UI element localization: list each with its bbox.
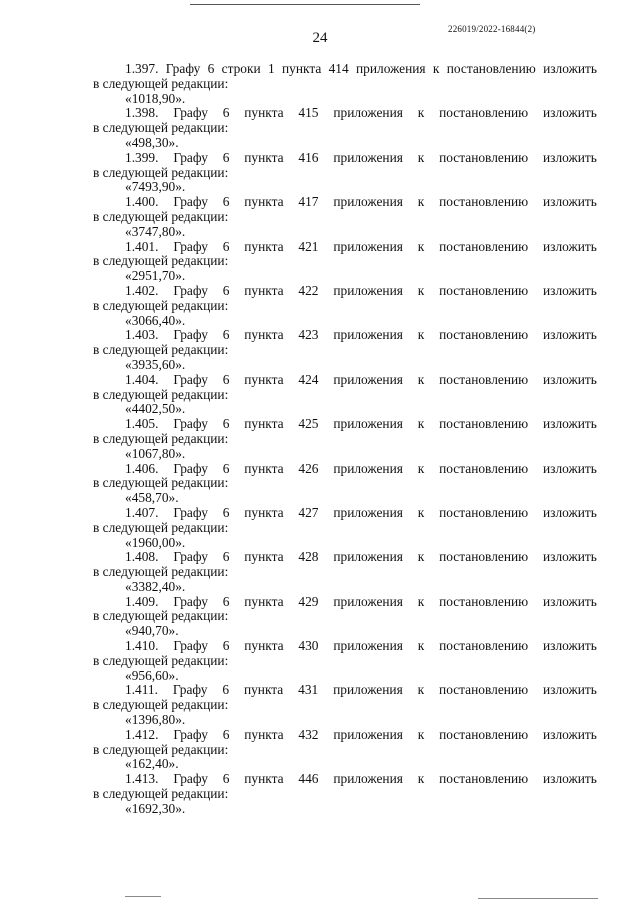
item-word-izlozhit: изложить (543, 149, 597, 165)
item-word-grafu: Графу (173, 327, 208, 343)
first-line-word: постановлению (446, 61, 536, 76)
first-line-word: пункта (281, 61, 322, 76)
item-first-line (93, 595, 597, 610)
item-number: 1.409. (125, 593, 159, 609)
item-value: «458,70». (125, 490, 179, 506)
item-number: 1.408. (125, 549, 159, 565)
item-word-k: к (417, 726, 425, 742)
item-word-punkta: пункта (244, 771, 284, 787)
item-second-line: в следующей редакции: (93, 342, 229, 358)
item-column-number: 6 (222, 105, 230, 121)
list-item (93, 373, 597, 417)
item-column-number: 6 (222, 327, 230, 343)
item-word-izlozhit: изложить (543, 593, 597, 609)
first-line-word: к (432, 61, 440, 76)
item-second-line: в следующей редакции: (93, 564, 229, 580)
item-second-line: в следующей редакции: (93, 519, 229, 535)
item-word-izlozhit: изложить (543, 327, 597, 343)
item-first-line (93, 240, 597, 255)
item-word-prilozheniya: приложения (333, 371, 403, 387)
item-word-punkta: пункта (244, 549, 284, 565)
item-column-number: 6 (222, 194, 230, 210)
item-value: «162,40». (125, 756, 179, 772)
item-word-prilozheniya: приложения (333, 460, 403, 476)
list-item (93, 328, 597, 372)
list-item (93, 62, 597, 106)
item-value: «2951,70». (125, 268, 186, 284)
item-word-postanovleniyu: постановлению (439, 327, 529, 343)
item-column-number: 6 (222, 593, 230, 609)
item-word-izlozhit: изложить (543, 726, 597, 742)
item-word-punkta: пункта (244, 327, 284, 343)
item-value: «940,70». (125, 623, 179, 639)
item-number: 1.401. (125, 238, 159, 254)
item-word-punkta: пункта (244, 638, 284, 654)
item-second-line: в следующей редакции: (93, 75, 229, 91)
list-item (93, 550, 597, 594)
first-line-word: приложения (356, 61, 426, 76)
top-rule (190, 4, 420, 5)
item-word-postanovleniyu: постановлению (439, 371, 529, 387)
item-point-number: 415 (298, 105, 319, 121)
item-column-number: 6 (222, 149, 230, 165)
item-second-line: в следующей редакции: (93, 120, 229, 136)
item-column-number: 6 (222, 682, 230, 698)
item-second-line: в следующей редакции: (93, 652, 229, 668)
item-word-k: к (417, 282, 425, 298)
item-number: 1.404. (125, 371, 159, 387)
item-word-izlozhit: изложить (543, 771, 597, 787)
item-first-line (93, 772, 597, 787)
item-second-line: в следующей редакции: (93, 608, 229, 624)
item-word-grafu: Графу (173, 105, 208, 121)
first-line-word: 6 (207, 61, 215, 76)
item-point-number: 417 (298, 194, 319, 210)
document-body (93, 62, 597, 817)
item-word-izlozhit: изложить (543, 460, 597, 476)
item-number: 1.413. (125, 771, 159, 787)
item-number: 1.403. (125, 327, 159, 343)
item-word-postanovleniyu: постановлению (439, 460, 529, 476)
item-column-number: 6 (222, 371, 230, 387)
item-word-izlozhit: изложить (543, 105, 597, 121)
item-word-izlozhit: изложить (543, 282, 597, 298)
item-word-k: к (417, 149, 425, 165)
item-word-punkta: пункта (244, 593, 284, 609)
item-word-izlozhit: изложить (543, 371, 597, 387)
item-word-izlozhit: изложить (543, 638, 597, 654)
first-line-word: изложить (543, 61, 597, 76)
list-item (93, 595, 597, 639)
item-value: «1067,80». (125, 445, 186, 461)
item-word-punkta: пункта (244, 282, 284, 298)
item-word-k: к (417, 549, 425, 565)
item-word-prilozheniya: приложения (333, 194, 403, 210)
item-word-postanovleniyu: постановлению (439, 549, 529, 565)
item-word-postanovleniyu: постановлению (439, 416, 529, 432)
item-value: «7493,90». (125, 179, 186, 195)
item-column-number: 6 (222, 549, 230, 565)
item-second-line: в следующей редакции: (93, 253, 229, 269)
item-first-line (93, 62, 597, 77)
item-point-number: 427 (298, 504, 319, 520)
list-item (93, 284, 597, 328)
item-word-punkta: пункта (244, 149, 284, 165)
item-word-postanovleniyu: постановлению (439, 105, 529, 121)
item-word-prilozheniya: приложения (333, 549, 403, 565)
item-value: «3382,40». (125, 578, 186, 594)
item-word-grafu: Графу (173, 371, 208, 387)
item-word-prilozheniya: приложения (333, 593, 403, 609)
item-second-line: в следующей редакции: (93, 475, 229, 491)
item-column-number: 6 (222, 460, 230, 476)
item-word-izlozhit: изложить (543, 682, 597, 698)
list-item (93, 728, 597, 772)
item-word-prilozheniya: приложения (333, 638, 403, 654)
item-number: 1.400. (125, 194, 159, 210)
item-second-line: в следующей редакции: (93, 208, 229, 224)
item-word-punkta: пункта (244, 105, 284, 121)
item-word-izlozhit: изложить (543, 549, 597, 565)
item-word-grafu: Графу (173, 282, 208, 298)
item-column-number: 6 (222, 638, 230, 654)
item-value: «498,30». (125, 134, 179, 150)
item-point-number: 426 (298, 460, 319, 476)
item-word-punkta: пункта (244, 460, 284, 476)
item-word-grafu: Графу (173, 238, 208, 254)
item-point-number: 446 (298, 771, 319, 787)
item-point-number: 425 (298, 416, 319, 432)
item-point-number: 431 (298, 682, 319, 698)
item-word-prilozheniya: приложения (333, 327, 403, 343)
item-word-k: к (417, 327, 425, 343)
item-number: 1.410. (125, 638, 159, 654)
item-value: «1018,90». (125, 90, 186, 106)
item-word-postanovleniyu: постановлению (439, 194, 529, 210)
item-word-grafu: Графу (173, 416, 208, 432)
item-word-izlozhit: изложить (543, 416, 597, 432)
item-word-grafu: Графу (173, 593, 208, 609)
item-word-prilozheniya: приложения (333, 282, 403, 298)
list-item (93, 462, 597, 506)
item-word-postanovleniyu: постановлению (439, 282, 529, 298)
item-word-grafu: Графу (173, 549, 208, 565)
item-column-number: 6 (222, 416, 230, 432)
item-word-postanovleniyu: постановлению (439, 149, 529, 165)
list-item (93, 683, 597, 727)
item-second-line: в следующей редакции: (93, 297, 229, 313)
item-number: 1.405. (125, 416, 159, 432)
item-first-line (93, 284, 597, 299)
item-word-k: к (417, 504, 425, 520)
item-word-punkta: пункта (244, 416, 284, 432)
item-second-line: в следующей редакции: (93, 164, 229, 180)
item-point-number: 430 (298, 638, 319, 654)
item-value: «3066,40». (125, 312, 186, 328)
list-item (93, 151, 597, 195)
item-value: «3747,80». (125, 223, 186, 239)
item-word-izlozhit: изложить (543, 194, 597, 210)
item-word-postanovleniyu: постановлению (439, 682, 529, 698)
item-word-prilozheniya: приложения (333, 416, 403, 432)
item-second-line: в следующей редакции: (93, 741, 229, 757)
item-word-grafu: Графу (173, 149, 208, 165)
item-word-postanovleniyu: постановлению (439, 638, 529, 654)
item-word-k: к (417, 416, 425, 432)
item-number: 1.406. (125, 460, 159, 476)
item-word-izlozhit: изложить (543, 504, 597, 520)
item-first-line (93, 550, 597, 565)
item-word-grafu: Графу (173, 504, 208, 520)
item-first-line (93, 328, 597, 343)
item-word-grafu: Графу (173, 638, 208, 654)
document-id: 226019/2022-16844(2) (448, 24, 536, 34)
item-first-line (93, 151, 597, 166)
item-column-number: 6 (222, 238, 230, 254)
item-word-k: к (417, 771, 425, 787)
item-word-punkta: пункта (243, 682, 284, 698)
item-value: «1692,30». (125, 800, 186, 816)
list-item (93, 417, 597, 461)
item-word-k: к (417, 593, 425, 609)
item-number: 1.407. (125, 504, 159, 520)
item-second-line: в следующей редакции: (93, 430, 229, 446)
item-word-punkta: пункта (244, 726, 284, 742)
item-point-number: 416 (298, 149, 319, 165)
item-value: «956,60». (125, 667, 179, 683)
scan-artifact-left (125, 896, 161, 897)
item-word-grafu: Графу (172, 682, 208, 698)
item-word-postanovleniyu: постановлению (439, 593, 529, 609)
item-word-grafu: Графу (173, 726, 208, 742)
first-line-word: 414 (328, 61, 349, 76)
list-item (93, 106, 597, 150)
item-word-k: к (417, 460, 425, 476)
item-word-prilozheniya: приложения (333, 238, 403, 254)
item-column-number: 6 (222, 282, 230, 298)
item-first-line (93, 106, 597, 121)
first-line-word: строки (221, 61, 261, 76)
item-number: 1.411. (125, 682, 158, 698)
item-word-grafu: Графу (173, 771, 208, 787)
item-word-k: к (417, 105, 425, 121)
list-item (93, 506, 597, 550)
list-item (93, 772, 597, 816)
item-word-k: к (417, 194, 425, 210)
item-second-line: в следующей редакции: (93, 386, 229, 402)
item-word-punkta: пункта (244, 504, 284, 520)
item-point-number: 429 (298, 593, 319, 609)
item-first-line (93, 195, 597, 210)
item-word-postanovleniyu: постановлению (439, 238, 529, 254)
item-value: «4402,50». (125, 401, 186, 417)
first-line-word: 1 (267, 61, 275, 76)
item-column-number: 6 (222, 504, 230, 520)
item-word-postanovleniyu: постановлению (439, 504, 529, 520)
item-word-punkta: пункта (244, 194, 284, 210)
item-column-number: 6 (222, 726, 230, 742)
item-first-line (93, 506, 597, 521)
item-first-line (93, 417, 597, 432)
item-word-punkta: пункта (244, 238, 284, 254)
item-number: 1.398. (125, 105, 159, 121)
item-word-prilozheniya: приложения (333, 726, 403, 742)
item-value: «1960,00». (125, 534, 186, 550)
item-point-number: 422 (298, 282, 319, 298)
item-point-number: 424 (298, 371, 319, 387)
item-value: «3935,60». (125, 356, 186, 372)
item-point-number: 421 (298, 238, 319, 254)
list-item (93, 240, 597, 284)
list-item (93, 639, 597, 683)
item-second-line: в следующей редакции: (93, 786, 229, 802)
item-word-prilozheniya: приложения (333, 504, 403, 520)
item-value: «1396,80». (125, 712, 186, 728)
item-word-prilozheniya: приложения (333, 149, 403, 165)
item-number: 1.412. (125, 726, 159, 742)
page-number: 24 (312, 30, 328, 46)
item-word-k: к (417, 238, 425, 254)
list-item (93, 195, 597, 239)
item-word-k: к (417, 682, 425, 698)
item-first-line (93, 683, 597, 698)
item-word-prilozheniya: приложения (333, 771, 403, 787)
item-first-line (93, 728, 597, 743)
first-line-word: Графу (165, 61, 201, 76)
item-column-number: 6 (222, 771, 230, 787)
item-point-number: 432 (298, 726, 319, 742)
scan-artifact-right (478, 898, 598, 899)
item-first-line (93, 639, 597, 654)
item-word-prilozheniya: приложения (333, 105, 403, 121)
item-word-punkta: пункта (244, 371, 284, 387)
item-word-prilozheniya: приложения (333, 682, 403, 698)
item-second-line: в следующей редакции: (93, 697, 229, 713)
item-word-grafu: Графу (173, 460, 208, 476)
first-line-word: 1.397. (125, 61, 159, 76)
item-number: 1.399. (125, 149, 159, 165)
item-point-number: 423 (298, 327, 319, 343)
item-word-postanovleniyu: постановлению (439, 771, 529, 787)
item-first-line (93, 373, 597, 388)
item-first-line (93, 462, 597, 477)
item-point-number: 428 (298, 549, 319, 565)
item-number: 1.402. (125, 282, 159, 298)
item-word-k: к (417, 371, 425, 387)
item-word-izlozhit: изложить (543, 238, 597, 254)
item-word-k: к (417, 638, 425, 654)
item-word-postanovleniyu: постановлению (439, 726, 529, 742)
item-word-grafu: Графу (173, 194, 208, 210)
